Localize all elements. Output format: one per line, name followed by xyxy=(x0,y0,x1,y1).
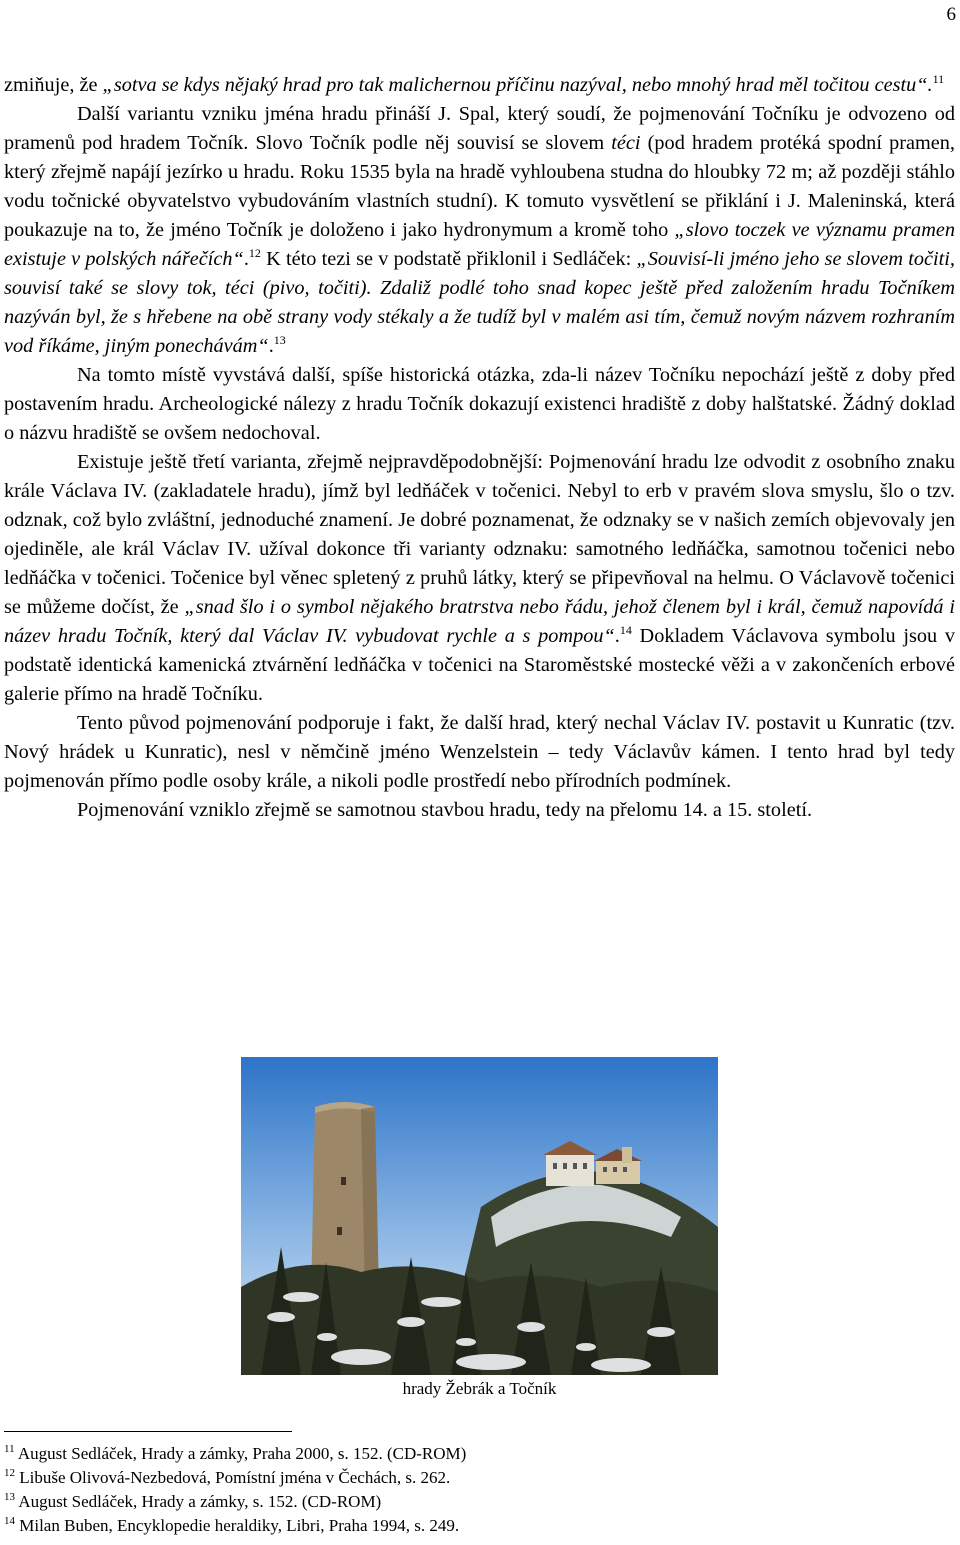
castle-photo-illustration xyxy=(241,1057,718,1375)
quote-run: „snad šlo i o symbol nějakého bratrstva nebo řádu, jehož členem byl i král, čemuž napovídá i název hradu Točník, který dal Václav IV. vybudovat rychle a s pompou“ xyxy=(4,596,955,647)
quote-run: „Souvisí-li jméno jeho se slovem točiti, souvisí také se slovy tok, téci (pivo, točiti). Zdaliž podlé toho snad kopec ještě před založením hradu Točníkem nazýván byl, že s hřebene na obě strany vody stékaly a že tudíž byl v malém asi tím, čemuž novým názvem rozhraním vod říkáme, jiným ponechávám“ xyxy=(4,248,955,357)
footnote-14: $^{14}$ Milan Buben, Encyklopedie heraldiky, Libri, Praha 1994, s. 249. xyxy=(4,1515,460,1535)
text-run: . xyxy=(243,248,249,270)
footnote-separator xyxy=(4,1431,292,1432)
text-run: . xyxy=(614,625,620,647)
footnote-12: $^{12}$ Libuše Olivová-Nezbedová, Pomístní jména v Čechách, s. 262. xyxy=(4,1467,451,1487)
paragraph-3 xyxy=(4,361,955,448)
body-text xyxy=(4,71,955,825)
text-run: Tento původ pojmenování podporuje i fakt, že další hrad, který nechal Václav IV. postavit u Kunratic (tzv. Nový hrádek u Kunratic), nesl v němčině jméno Wenzelstein – tedy Václavův kámen. I tento hrad byl tedy pojmenován přímo podle osoby krále, a nikoli podle prostředí nebo přírodních podmínek. xyxy=(4,712,955,792)
text-run: Dokladem Václavova symbolu jsou v podstatě identická kamenická ztvárnění ledňáčka v točenici na Staroměstské mostecké věži a v zakončeních erbové galerie přímo na hradě Točníku. xyxy=(4,625,955,705)
castle-photo xyxy=(241,1057,718,1375)
paragraph-2 xyxy=(4,100,955,361)
page-number: 6 xyxy=(946,4,956,25)
text-run: Existuje ještě třetí varianta, zřejmě nejpravděpodobnější: Pojmenování hradu lze odvodit z osobního znaku krále Václava IV. (zakladatele hradu), jímž byl ledňáček v točenici. Nebyl to erb v pravém slova smyslu, šlo o tzv. odznak, což bylo zvláštní, jednoduché znamení. Je dobré poznamenat, že odznaky se v našich zemích objevovaly jen ojediněle, ale král Václav IV. užíval dokonce tři varianty odznaku: samotného ledňáčka, samotnou točenici nebo ledňáčka v točenici. Točenice byl věnec spletený z pruhů látky, který se připevňoval na helmu. O Václavově točenici se můžeme dočíst, že xyxy=(4,451,955,618)
text-run: Další variantu vzniku jména hradu přináší J. Spal, který soudí, že pojmenování Točníku je odvozeno od pramenů pod hradem Točník. Slovo Točník podle něj souvisí se slovem xyxy=(4,103,955,154)
footnote-13: $^{13}$ August Sedláček, Hrady a zámky, s. 152. (CD-ROM) xyxy=(4,1491,382,1511)
text-run: . xyxy=(268,335,274,357)
text-run: (pod hradem protéká spodní pramen, který zřejmě napájí jezírko u hradu. Roku 1535 byla na hradě vyhloubena studna do hloubky 72 m; až později stáhlo vodu točnické obyvatelstvo vybudováním vlastních studní). K tomuto vysvětlení se přiklání i J. Maleninská, která poukazuje na to, že jméno Točník je doloženo i jako hydronymum a kromě toho xyxy=(4,132,955,241)
text-run: zmiňuje, že xyxy=(4,74,103,96)
quote-run: „sotva se kdys nějaký hrad pro tak malichernou příčinu nazýval, nebo mnohý hrad měl točitou cestu“. xyxy=(102,74,933,96)
text-run: Na tomto místě vyvstává další, spíše historická otázka, zda-li název Točníku nepochází ještě z doby před postavením hradu. Archeologické nálezy z hradu Točník dokazují existenci hradiště z doby halštatské. Žádný doklad o názvu hradiště se ovšem nedochoval. xyxy=(4,364,955,444)
footnote-11: $^{11}$ August Sedláček, Hrady a zámky, Praha 2000, s. 152. (CD-ROM) xyxy=(4,1443,467,1463)
text-run: Pojmenování vzniklo zřejmě se samotnou stavbou hradu, tedy na přelomu 14. a 15. století. xyxy=(77,799,813,821)
paragraph-1 xyxy=(4,71,955,100)
footnote-ref: 12 xyxy=(248,246,261,260)
quote-run: „slovo toczek ve významu pramen existuje v polských nářečích“ xyxy=(4,219,955,270)
footnote-ref: 11 xyxy=(932,72,945,86)
quote-run: téci xyxy=(611,132,641,154)
paragraph-6 xyxy=(4,796,955,825)
footnotes xyxy=(4,1442,466,1538)
paragraph-4 xyxy=(4,448,955,709)
footnote-ref: 13 xyxy=(273,333,286,347)
paragraph-5 xyxy=(4,709,955,796)
footnote-ref: 14 xyxy=(619,623,632,637)
text-run: K této tezi se v podstatě přiklonil i Sedláček: xyxy=(260,248,637,270)
photo-caption: hrady Žebrák a Točník xyxy=(402,1379,557,1398)
